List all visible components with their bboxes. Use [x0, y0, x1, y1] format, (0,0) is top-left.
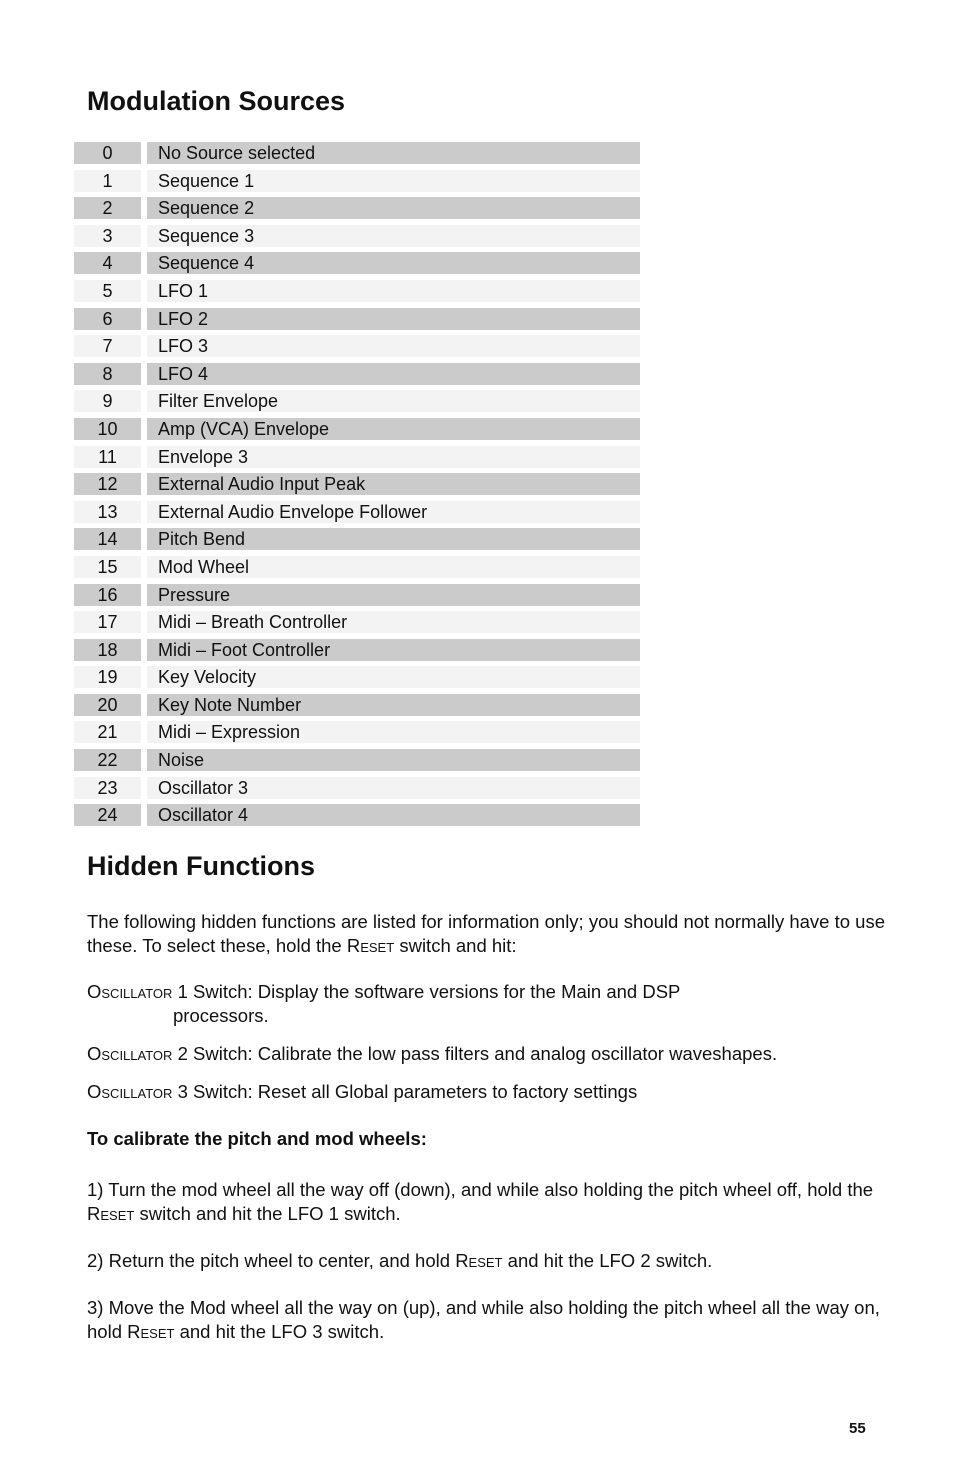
source-number: 13	[74, 501, 141, 523]
table-row	[74, 335, 640, 357]
oscillator-keyword: Oscillator	[87, 1043, 173, 1064]
source-number: 15	[74, 556, 141, 578]
page-number: 55	[849, 1420, 866, 1437]
reset-keyword: Reset	[455, 1250, 503, 1271]
source-number: 0	[74, 142, 141, 164]
oscillator-keyword: Oscillator	[87, 1081, 173, 1102]
source-name: No Source selected	[147, 142, 640, 164]
table-row	[74, 418, 640, 440]
source-name: Amp (VCA) Envelope	[147, 418, 640, 440]
source-name: Sequence 1	[147, 170, 640, 192]
source-name: Sequence 3	[147, 225, 640, 247]
source-number: 16	[74, 584, 141, 606]
source-name: External Audio Envelope Follower	[147, 501, 640, 523]
table-row	[74, 170, 640, 192]
source-number: 10	[74, 418, 141, 440]
source-number: 21	[74, 721, 141, 743]
source-name: Midi – Foot Controller	[147, 639, 640, 661]
source-name: Key Velocity	[147, 666, 640, 688]
table-row	[74, 280, 640, 302]
source-name: Midi – Breath Controller	[147, 611, 640, 633]
reset-keyword: Reset	[87, 1202, 135, 1224]
source-name: External Audio Input Peak	[147, 473, 640, 495]
source-number: 4	[74, 252, 141, 274]
source-name: Sequence 2	[147, 197, 640, 219]
table-row	[74, 804, 640, 826]
source-number: 6	[74, 308, 141, 330]
source-number: 19	[74, 666, 141, 688]
source-name: Sequence 4	[147, 252, 640, 274]
source-name: Oscillator 4	[147, 804, 640, 826]
source-name: LFO 3	[147, 335, 640, 357]
source-name: LFO 1	[147, 280, 640, 302]
source-number: 18	[74, 639, 141, 661]
reset-keyword: Reset	[127, 1320, 175, 1342]
calibration-step-2: 2) Return the pitch wheel to center, and hold Reset and hit the LFO 2 switch.	[87, 1250, 713, 1271]
source-name: Mod Wheel	[147, 556, 640, 578]
table-row	[74, 666, 640, 688]
table-row	[74, 473, 640, 495]
source-number: 24	[74, 804, 141, 826]
modulation-sources-heading: Modulation Sources	[87, 86, 346, 116]
table-row	[74, 694, 640, 716]
table-row	[74, 639, 640, 661]
table-row	[74, 446, 640, 468]
source-number: 3	[74, 225, 141, 247]
table-row	[74, 556, 640, 578]
source-name: Key Note Number	[147, 694, 640, 716]
source-name: LFO 4	[147, 363, 640, 385]
calibration-step-1: 1) Turn the mod wheel all the way off (down), and while also holding the pitch wheel off, hold the Reset switch and hit the LFO 1 switch.	[87, 1179, 874, 1224]
table-row	[74, 142, 640, 164]
source-name: Oscillator 3	[147, 777, 640, 799]
table-row	[74, 308, 640, 330]
hidden-functions-intro: The following hidden functions are listed for information only; you should not normally have to use these. To select these, hold the Reset switch and hit:	[87, 911, 886, 956]
table-row	[74, 363, 640, 385]
calibration-step-3: 3) Move the Mod wheel all the way on (up), and while also holding the pitch wheel all the way on, hold Reset and hit the LFO 3 switch.	[87, 1297, 880, 1342]
reset-keyword: Reset	[346, 934, 395, 956]
table-row	[74, 584, 640, 606]
source-number: 8	[74, 363, 141, 385]
table-row	[74, 749, 640, 771]
source-name: Envelope 3	[147, 446, 640, 468]
table-row	[74, 501, 640, 523]
source-number: 23	[74, 777, 141, 799]
calibrate-wheels-heading: To calibrate the pitch and mod wheels:	[87, 1128, 427, 1149]
source-name: Noise	[147, 749, 640, 771]
table-row	[74, 777, 640, 799]
source-name: Pitch Bend	[147, 528, 640, 550]
source-number: 2	[74, 197, 141, 219]
source-number: 14	[74, 528, 141, 550]
table-row	[74, 197, 640, 219]
source-number: 7	[74, 335, 141, 357]
table-row	[74, 225, 640, 247]
table-row	[74, 252, 640, 274]
oscillator-keyword: Oscillator	[87, 981, 173, 1002]
modulation-sources-table	[74, 142, 640, 832]
source-number: 17	[74, 611, 141, 633]
source-name: Pressure	[147, 584, 640, 606]
source-number: 5	[74, 280, 141, 302]
table-row	[74, 721, 640, 743]
source-number: 20	[74, 694, 141, 716]
oscillator-1-function: Oscillator 1 Switch: Display the software versions for the Main and DSP processors.	[87, 981, 681, 1026]
source-number: 12	[74, 473, 141, 495]
hidden-functions-heading: Hidden Functions	[87, 851, 315, 881]
source-number: 11	[74, 446, 141, 468]
table-row	[74, 611, 640, 633]
oscillator-3-function: Oscillator 3 Switch: Reset all Global parameters to factory settings	[87, 1081, 638, 1102]
source-name: Midi – Expression	[147, 721, 640, 743]
source-number: 9	[74, 390, 141, 412]
oscillator-2-function: Oscillator 2 Switch: Calibrate the low pass filters and analog oscillator waveshapes.	[87, 1043, 778, 1064]
source-name: Filter Envelope	[147, 390, 640, 412]
source-number: 1	[74, 170, 141, 192]
table-row	[74, 390, 640, 412]
source-name: LFO 2	[147, 308, 640, 330]
table-row	[74, 528, 640, 550]
source-number: 22	[74, 749, 141, 771]
